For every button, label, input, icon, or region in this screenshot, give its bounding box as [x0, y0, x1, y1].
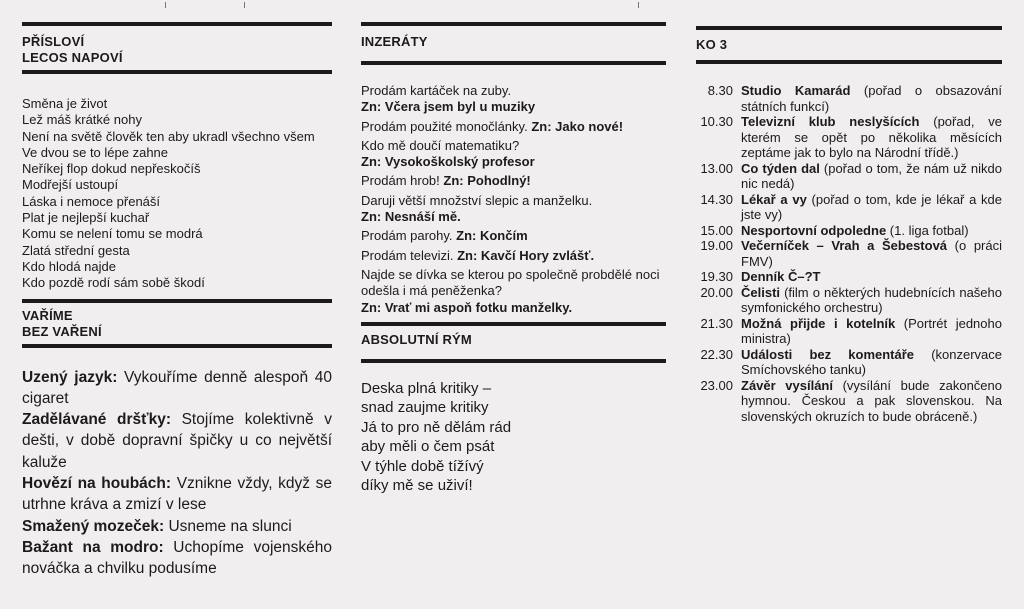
classified-ad [361, 138, 666, 171]
ad-text: Prodám použité monočlánky. [361, 118, 528, 134]
proverb: Neříkej flop dokud nepřeskočíš [22, 161, 201, 177]
rule [22, 344, 332, 348]
programme-time: 15.00 [700, 222, 733, 238]
programme-desc [741, 192, 1002, 223]
programme-entry [696, 223, 1002, 239]
recipe-name: Bažant na modro: [22, 538, 164, 556]
programme-desc [741, 316, 1002, 347]
rule [361, 61, 666, 65]
programme-note: (o práci FMV) [741, 238, 1002, 269]
ad-text: Prodám parohy. [361, 228, 453, 244]
recipe [22, 516, 332, 537]
programme-title: Možná přijde i kotelník [741, 315, 896, 331]
classified-ad [361, 173, 666, 189]
section-heading-tv: KO 3 [696, 37, 728, 52]
programme-entry [696, 316, 1002, 347]
ad-code: Zn: Vrať mi aspoň fotku manželky. [361, 299, 573, 315]
rule [361, 359, 666, 363]
programme-desc [741, 83, 1002, 114]
ad-code: Zn: Jako nové! [531, 118, 624, 134]
programme-entry [696, 161, 1002, 192]
column-ads-poem [361, 0, 666, 496]
programme-entry [696, 192, 1002, 223]
recipe [22, 367, 332, 410]
programme-title: Denník Č–?T [741, 269, 821, 284]
programme-time: 10.30 [700, 114, 733, 129]
classified-ad [361, 193, 666, 226]
heading-line: PŘÍSLOVÍ [22, 34, 85, 49]
heading-line: LECOS NAPOVÍ [22, 50, 123, 65]
proverb: Komu se nelení tomu se modrá [22, 226, 203, 242]
section-heading-recipes [22, 308, 332, 340]
programme-desc [741, 285, 1002, 316]
rule [22, 22, 332, 26]
ad-text: Najde se dívka se kterou po společně probdělé noci odešla i má peněženka? [361, 266, 660, 299]
ads-list [361, 83, 666, 316]
poem-line: V týhle době tížívý [361, 457, 484, 475]
programme-note: (1. liga fotbal) [886, 222, 969, 238]
ad-text: Prodám hrob! [361, 173, 440, 189]
classified-ad [361, 228, 666, 244]
programme-time: 14.30 [700, 191, 733, 207]
rule [22, 299, 332, 303]
programme-note: (pořad o tom, kde je lékař a kde jste vy) [741, 191, 1002, 222]
programme-time: 20.00 [700, 284, 733, 300]
section-heading-poem: ABSOLUTNÍ RÝM [361, 331, 472, 347]
recipe-text: Vykouříme denně alespoň 40 cigaret [22, 368, 332, 407]
ad-text: Daruji větší množství slepic a manželku. [361, 192, 593, 208]
programme-time: 8.30 [707, 83, 733, 98]
rule [22, 70, 332, 74]
proverb: Láska i nemoce přenáší [22, 193, 161, 209]
poem-line: Deska plná kritiky – [361, 379, 492, 397]
column-proverbs-recipes [22, 0, 332, 580]
ad-code: Zn: Nesnáší mě. [361, 209, 461, 225]
programme-time: 22.30 [700, 346, 733, 362]
recipe-text: Uchopíme vojenského nováčka a chvilku podusíme [22, 538, 332, 578]
proverb: Směna je život [22, 96, 108, 111]
programme-note: (konzervace Smíchovského tanku) [741, 346, 1002, 377]
programme-title: Studio Kamarád [741, 83, 851, 98]
programme-note: (film o některých hudebnících našeho symfonického orchestru) [741, 284, 1002, 315]
programme-desc [741, 238, 1002, 269]
programme-desc [741, 269, 1002, 285]
programme-title: Nesportovní odpoledne [741, 222, 887, 238]
column-tv-programme [696, 0, 1002, 424]
programme-desc [741, 347, 1002, 378]
section-heading-ads: INZERÁTY [361, 34, 428, 49]
programme-time: 19.30 [700, 269, 733, 284]
proverb: Ve dvou se to lépe zahne [22, 144, 169, 160]
heading-line: BEZ VAŘENÍ [22, 323, 102, 339]
ad-code: Zn: Kavčí Hory zvlášť. [457, 247, 595, 263]
recipe-text: Stojíme kolektivně v dešti, v době dopravní špičky u co největší kaluže [22, 411, 332, 471]
programme-time: 21.30 [700, 315, 733, 331]
programme-desc [741, 378, 1002, 425]
ad-code: Zn: Vysokoškolský profesor [361, 154, 535, 170]
rule [696, 60, 1002, 64]
programme-entry [696, 114, 1002, 161]
ad-code: Zn: Včera jsem byl u muziky [361, 99, 536, 115]
ad-text: Prodám televizi. [361, 247, 454, 263]
rule [361, 322, 666, 326]
programme-entry [696, 285, 1002, 316]
proverb: Zlatá střední gesta [22, 242, 130, 258]
programme-note: (vysílání bude zakončeno hymnou. Českou a pak slovenskou. Na slovenských okruzích to bude obráceně.) [741, 377, 1003, 424]
ad-code: Zn: Končím [456, 228, 528, 244]
programme-time: 19.00 [700, 238, 733, 253]
programme-title: Čelisti [741, 284, 781, 300]
programme-title: Lékař a vy [741, 191, 807, 207]
proverb: Kdo hlodá najde [22, 258, 116, 274]
classified-ad [361, 83, 666, 116]
programme-title: Večerníček – Vrah a Šebestová [741, 238, 948, 253]
classified-ad [361, 248, 666, 264]
recipe [22, 473, 332, 516]
ad-text: Prodám kartáček na zuby. [361, 83, 512, 98]
poem-line: Já to pro ně dělám rád [361, 418, 512, 436]
recipe-text: Usneme na slunci [164, 517, 292, 535]
proverb: Plat je nejlepší kuchař [22, 210, 150, 226]
poem [361, 379, 666, 496]
programme-desc [741, 223, 1002, 239]
programme-note: (pořad, ve kterém se opět po několika měsících zeptáme jak to bylo na Národní třídě.) [741, 114, 1002, 160]
programme-desc [741, 161, 1002, 192]
proverb: Lež máš krátké nohy [22, 112, 142, 128]
proverbs-list [22, 96, 332, 292]
ad-code: Zn: Pohodlný! [443, 173, 531, 189]
classified-ad [361, 119, 666, 135]
programme-entry [696, 83, 1002, 114]
programme-desc [741, 114, 1002, 161]
recipe-name: Zadělávané dršťky: [22, 411, 171, 429]
poem-line: díky mě se uživí! [361, 477, 473, 495]
programme-title: Co týden dal [741, 160, 820, 176]
rule [361, 22, 666, 26]
heading-line: VAŘÍME [22, 307, 73, 323]
recipe [22, 409, 332, 473]
proverb: Není na světě člověk ten aby ukradl všechno všem [22, 128, 315, 144]
programme-title: Události bez komentáře [741, 346, 915, 362]
proverb: Modřejší ustoupí [22, 177, 119, 193]
recipe-name: Uzený jazyk: [22, 368, 118, 386]
recipe-text: Vznikne vždy, když se utrhne kráva a zmizí v lese [22, 475, 333, 514]
poem-line: aby měli o čem psát [361, 438, 495, 456]
tv-programme-list [696, 83, 1002, 424]
programme-entry [696, 238, 1002, 269]
programme-time: 13.00 [700, 160, 733, 176]
rule [696, 26, 1002, 30]
programme-note: (Portrét jednoho ministra) [741, 315, 1002, 346]
classified-ad [361, 267, 666, 316]
section-heading-proverbs [22, 34, 332, 66]
programme-entry [696, 269, 1002, 285]
programme-time: 23.00 [700, 377, 733, 393]
programme-entry [696, 347, 1002, 378]
programme-entry [696, 378, 1002, 425]
recipe-name: Smažený mozeček: [22, 517, 165, 535]
programme-title: Závěr vysílání [741, 377, 833, 393]
recipe-name: Hovězí na houbách: [22, 475, 172, 493]
poem-line: snad zaujme kritiky [361, 399, 489, 417]
proverb: Kdo pozdě rodí sám sobě škodí [22, 275, 205, 291]
recipes-list [22, 367, 332, 580]
programme-note: (pořad o tom, že nám už nikdo nic nedá) [741, 160, 1003, 191]
programme-title: Televizní klub neslyšících [741, 114, 920, 129]
recipe [22, 537, 332, 580]
programme-note: (pořad o obsazování státních funkcí) [741, 83, 1002, 114]
ad-text: Kdo mě doučí matematiku? [361, 137, 520, 153]
